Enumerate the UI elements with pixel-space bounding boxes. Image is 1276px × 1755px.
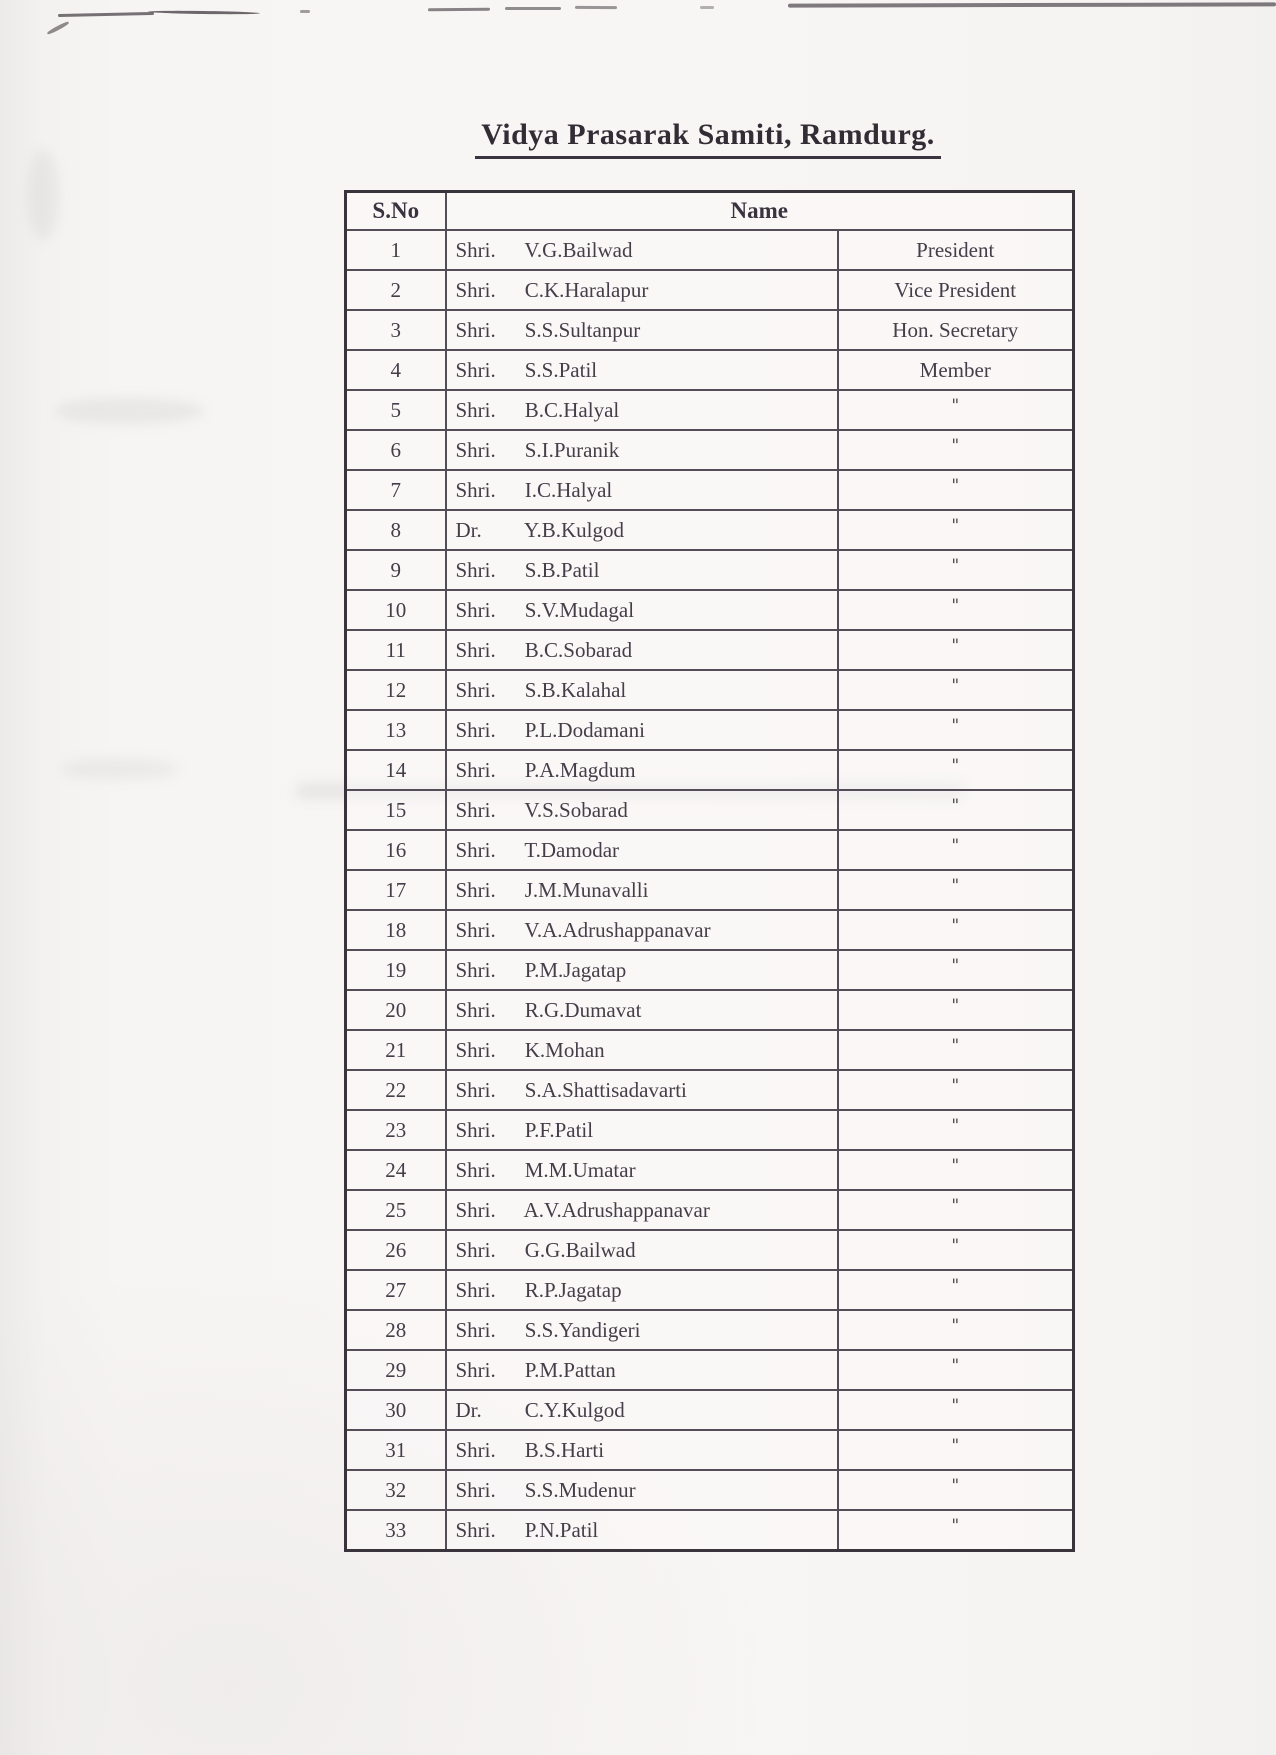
serial-number-cell: 27	[346, 1270, 446, 1310]
person-name: S.B.Kalahal	[524, 677, 627, 702]
table-row	[346, 830, 1074, 870]
name-prefix: Dr.	[455, 1397, 482, 1422]
serial-number-cell: 16	[346, 830, 446, 870]
table-row	[346, 1310, 1074, 1350]
role-cell	[838, 1070, 1074, 1110]
role-cell	[838, 590, 1074, 630]
person-name: R.P.Jagatap	[524, 1277, 622, 1302]
role-text: "	[951, 1195, 960, 1216]
name-cell	[446, 230, 838, 270]
scan-artifact	[428, 8, 490, 12]
name-prefix: Shri.	[455, 477, 496, 502]
name-prefix: Dr.	[455, 517, 482, 542]
name-cell	[446, 990, 838, 1030]
person-name: P.M.Pattan	[524, 1357, 616, 1382]
scan-artifact	[505, 7, 561, 10]
name-prefix: Shri.	[455, 677, 496, 702]
name-prefix: Shri.	[455, 237, 496, 262]
table-row	[346, 550, 1074, 590]
table-row	[346, 870, 1074, 910]
role-cell	[838, 1470, 1074, 1510]
name-cell	[446, 550, 838, 590]
table-row	[346, 1430, 1074, 1470]
role-text: Vice President	[894, 277, 1017, 302]
table-row	[346, 310, 1074, 350]
name-prefix: Shri.	[455, 277, 496, 302]
person-name: P.M.Jagatap	[524, 957, 627, 982]
serial-number-cell: 13	[346, 710, 446, 750]
name-cell	[446, 910, 838, 950]
name-prefix: Shri.	[455, 1237, 496, 1262]
name-prefix: Shri.	[455, 1277, 496, 1302]
serial-number-cell: 29	[346, 1350, 446, 1390]
person-name: S.B.Patil	[524, 557, 600, 582]
person-name: P.N.Patil	[524, 1517, 599, 1542]
name-prefix: Shri.	[455, 597, 496, 622]
name-prefix: Shri.	[455, 877, 496, 902]
column-header-sno: S.No	[346, 192, 446, 231]
name-cell	[446, 710, 838, 750]
role-cell	[838, 1190, 1074, 1230]
name-prefix: Shri.	[455, 1037, 496, 1062]
role-cell	[838, 230, 1074, 270]
role-cell	[838, 270, 1074, 310]
role-text: "	[951, 515, 960, 536]
name-cell	[446, 1110, 838, 1150]
table-row	[346, 710, 1074, 750]
role-text: Hon. Secretary	[892, 317, 1019, 342]
table-row	[346, 1110, 1074, 1150]
role-cell	[838, 910, 1074, 950]
role-cell	[838, 1230, 1074, 1270]
role-text: "	[951, 1395, 960, 1416]
serial-number-cell: 2	[346, 270, 446, 310]
name-cell	[446, 750, 838, 790]
role-text: "	[951, 1235, 960, 1256]
role-cell	[838, 350, 1074, 390]
role-cell	[838, 830, 1074, 870]
name-cell	[446, 470, 838, 510]
scan-smudge	[28, 150, 58, 240]
table-row	[346, 230, 1074, 270]
name-prefix: Shri.	[455, 1477, 496, 1502]
serial-number-cell: 24	[346, 1150, 446, 1190]
table-row	[346, 1150, 1074, 1190]
person-name: B.C.Halyal	[524, 397, 620, 422]
name-cell	[446, 1470, 838, 1510]
scan-artifact	[575, 6, 617, 9]
role-cell	[838, 1310, 1074, 1350]
role-cell	[838, 630, 1074, 670]
table-row	[346, 1270, 1074, 1310]
serial-number-cell: 18	[346, 910, 446, 950]
table-row	[346, 1030, 1074, 1070]
scan-artifact	[46, 21, 69, 36]
table-row	[346, 510, 1074, 550]
name-cell	[446, 870, 838, 910]
role-text: "	[951, 1435, 960, 1456]
role-cell	[838, 310, 1074, 350]
serial-number-cell: 3	[346, 310, 446, 350]
role-cell	[838, 510, 1074, 550]
name-cell	[446, 670, 838, 710]
person-name: P.F.Patil	[524, 1117, 594, 1142]
table-row	[346, 1390, 1074, 1430]
role-text: "	[951, 795, 960, 816]
table-row	[346, 1510, 1074, 1551]
role-cell	[838, 750, 1074, 790]
name-cell	[446, 270, 838, 310]
name-prefix: Shri.	[455, 717, 496, 742]
role-text: "	[951, 635, 960, 656]
role-cell	[838, 390, 1074, 430]
page-title: Vidya Prasarak Samiti, Ramdurg.	[475, 118, 941, 159]
person-name: Y.B.Kulgod	[523, 517, 624, 542]
person-name: S.S.Sultanpur	[524, 317, 641, 342]
role-text: "	[951, 755, 960, 776]
role-cell	[838, 1390, 1074, 1430]
name-prefix: Shri.	[455, 1437, 496, 1462]
table-row	[346, 1350, 1074, 1390]
serial-number-cell: 14	[346, 750, 446, 790]
name-cell	[446, 1350, 838, 1390]
name-prefix: Shri.	[455, 637, 496, 662]
serial-number-cell: 30	[346, 1390, 446, 1430]
name-cell	[446, 510, 838, 550]
serial-number-cell: 23	[346, 1110, 446, 1150]
role-text: "	[951, 675, 960, 696]
name-cell	[446, 790, 838, 830]
name-prefix: Shri.	[455, 1157, 496, 1182]
serial-number-cell: 26	[346, 1230, 446, 1270]
role-text: "	[951, 1275, 960, 1296]
name-prefix: Shri.	[455, 757, 496, 782]
role-text: "	[951, 1475, 960, 1496]
serial-number-cell: 17	[346, 870, 446, 910]
name-prefix: Shri.	[455, 957, 496, 982]
serial-number-cell: 6	[346, 430, 446, 470]
role-cell	[838, 950, 1074, 990]
person-name: S.V.Mudagal	[524, 597, 635, 622]
serial-number-cell: 19	[346, 950, 446, 990]
role-text: "	[951, 1115, 960, 1136]
name-prefix: Shri.	[455, 1197, 496, 1222]
name-prefix: Shri.	[455, 1317, 496, 1342]
name-prefix: Shri.	[455, 1117, 496, 1142]
role-text: "	[951, 955, 960, 976]
column-header-name: Name	[446, 192, 1074, 231]
role-cell	[838, 990, 1074, 1030]
name-prefix: Shri.	[455, 1517, 496, 1542]
name-prefix: Shri.	[455, 1357, 496, 1382]
scan-artifact	[300, 10, 310, 13]
name-prefix: Shri.	[455, 317, 496, 342]
person-name: P.L.Dodamani	[524, 717, 645, 742]
table-row	[346, 1230, 1074, 1270]
serial-number-cell: 4	[346, 350, 446, 390]
role-text: "	[951, 835, 960, 856]
person-name: J.M.Munavalli	[524, 877, 649, 902]
serial-number-cell: 20	[346, 990, 446, 1030]
serial-number-cell: 7	[346, 470, 446, 510]
role-text: Member	[919, 357, 991, 382]
person-name: M.M.Umatar	[524, 1157, 636, 1182]
table-row	[346, 950, 1074, 990]
table-row	[346, 910, 1074, 950]
name-prefix: Shri.	[455, 997, 496, 1022]
person-name: R.G.Dumavat	[524, 997, 642, 1022]
header-row	[346, 192, 1074, 231]
serial-number-cell: 15	[346, 790, 446, 830]
role-text: "	[951, 995, 960, 1016]
role-cell	[838, 1430, 1074, 1470]
person-name: V.A.Adrushappanavar	[524, 917, 711, 942]
role-text: "	[951, 1355, 960, 1376]
role-cell	[838, 1270, 1074, 1310]
person-name: V.S.Sobarad	[524, 797, 628, 822]
role-text: "	[951, 1075, 960, 1096]
name-prefix: Shri.	[455, 797, 496, 822]
name-cell	[446, 350, 838, 390]
role-text: "	[951, 595, 960, 616]
role-text: "	[951, 475, 960, 496]
name-prefix: Shri.	[455, 557, 496, 582]
name-cell	[446, 310, 838, 350]
person-name: S.A.Shattisadavarti	[524, 1077, 687, 1102]
role-cell	[838, 1510, 1074, 1551]
scan-smudge	[55, 398, 205, 424]
table-row	[346, 990, 1074, 1030]
person-name: I.C.Halyal	[524, 477, 613, 502]
name-prefix: Shri.	[455, 837, 496, 862]
scan-artifact	[148, 10, 260, 15]
member-roster-table	[344, 190, 1075, 1552]
name-cell	[446, 1430, 838, 1470]
role-cell	[838, 670, 1074, 710]
name-prefix: Shri.	[455, 917, 496, 942]
serial-number-cell: 21	[346, 1030, 446, 1070]
role-text: "	[951, 555, 960, 576]
role-text: "	[951, 1515, 960, 1536]
role-text: President	[916, 237, 995, 262]
role-cell	[838, 1350, 1074, 1390]
name-cell	[446, 630, 838, 670]
scan-artifact	[58, 12, 154, 17]
name-cell	[446, 1150, 838, 1190]
name-prefix: Shri.	[455, 397, 496, 422]
person-name: T.Damodar	[524, 837, 620, 862]
role-cell	[838, 870, 1074, 910]
name-cell	[446, 390, 838, 430]
role-cell	[838, 550, 1074, 590]
role-cell	[838, 470, 1074, 510]
table-row	[346, 1070, 1074, 1110]
name-cell	[446, 1030, 838, 1070]
name-cell	[446, 830, 838, 870]
name-cell	[446, 1190, 838, 1230]
role-cell	[838, 430, 1074, 470]
person-name: S.S.Mudenur	[524, 1477, 636, 1502]
name-prefix: Shri.	[455, 1077, 496, 1102]
name-cell	[446, 1310, 838, 1350]
name-cell	[446, 1390, 838, 1430]
role-text: "	[951, 875, 960, 896]
scan-smudge	[60, 758, 180, 780]
role-cell	[838, 710, 1074, 750]
serial-number-cell: 10	[346, 590, 446, 630]
name-cell	[446, 1070, 838, 1110]
role-text: "	[951, 435, 960, 456]
role-cell	[838, 790, 1074, 830]
role-cell	[838, 1030, 1074, 1070]
serial-number-cell: 8	[346, 510, 446, 550]
serial-number-cell: 33	[346, 1510, 446, 1551]
serial-number-cell: 1	[346, 230, 446, 270]
role-text: "	[951, 1315, 960, 1336]
table-row	[346, 790, 1074, 830]
role-text: "	[951, 715, 960, 736]
serial-number-cell: 5	[346, 390, 446, 430]
role-cell	[838, 1110, 1074, 1150]
role-text: "	[951, 915, 960, 936]
serial-number-cell: 12	[346, 670, 446, 710]
name-prefix: Shri.	[455, 357, 496, 382]
person-name: A.V.Adrushappanavar	[523, 1197, 710, 1222]
serial-number-cell: 22	[346, 1070, 446, 1110]
serial-number-cell: 9	[346, 550, 446, 590]
table-row	[346, 670, 1074, 710]
name-cell	[446, 430, 838, 470]
person-name: B.S.Harti	[524, 1437, 605, 1462]
name-cell	[446, 950, 838, 990]
person-name: K.Mohan	[524, 1037, 605, 1062]
name-cell	[446, 1510, 838, 1551]
table-row	[346, 1470, 1074, 1510]
role-cell	[838, 1150, 1074, 1190]
table-row	[346, 630, 1074, 670]
serial-number-cell: 32	[346, 1470, 446, 1510]
person-name: V.G.Bailwad	[524, 237, 633, 262]
name-prefix: Shri.	[455, 437, 496, 462]
role-text: "	[951, 395, 960, 416]
title-block	[344, 118, 1072, 159]
person-name: S.S.Patil	[524, 357, 598, 382]
person-name: C.K.Haralapur	[524, 277, 649, 302]
name-cell	[446, 1270, 838, 1310]
scan-artifact	[700, 6, 714, 9]
role-text: "	[951, 1035, 960, 1056]
person-name: G.G.Bailwad	[524, 1237, 636, 1262]
serial-number-cell: 28	[346, 1310, 446, 1350]
table-row	[346, 470, 1074, 510]
role-text: "	[951, 1155, 960, 1176]
serial-number-cell: 31	[346, 1430, 446, 1470]
table-row	[346, 390, 1074, 430]
table-row	[346, 350, 1074, 390]
table-row	[346, 590, 1074, 630]
name-cell	[446, 1230, 838, 1270]
serial-number-cell: 11	[346, 630, 446, 670]
person-name: S.S.Yandigeri	[524, 1317, 641, 1342]
table-row	[346, 430, 1074, 470]
person-name: B.C.Sobarad	[524, 637, 633, 662]
scan-artifact	[788, 2, 1276, 7]
table-row	[346, 1190, 1074, 1230]
table-row	[346, 750, 1074, 790]
person-name: S.I.Puranik	[524, 437, 620, 462]
name-cell	[446, 590, 838, 630]
table-row	[346, 270, 1074, 310]
person-name: P.A.Magdum	[524, 757, 636, 782]
person-name: C.Y.Kulgod	[524, 1397, 625, 1422]
serial-number-cell: 25	[346, 1190, 446, 1230]
